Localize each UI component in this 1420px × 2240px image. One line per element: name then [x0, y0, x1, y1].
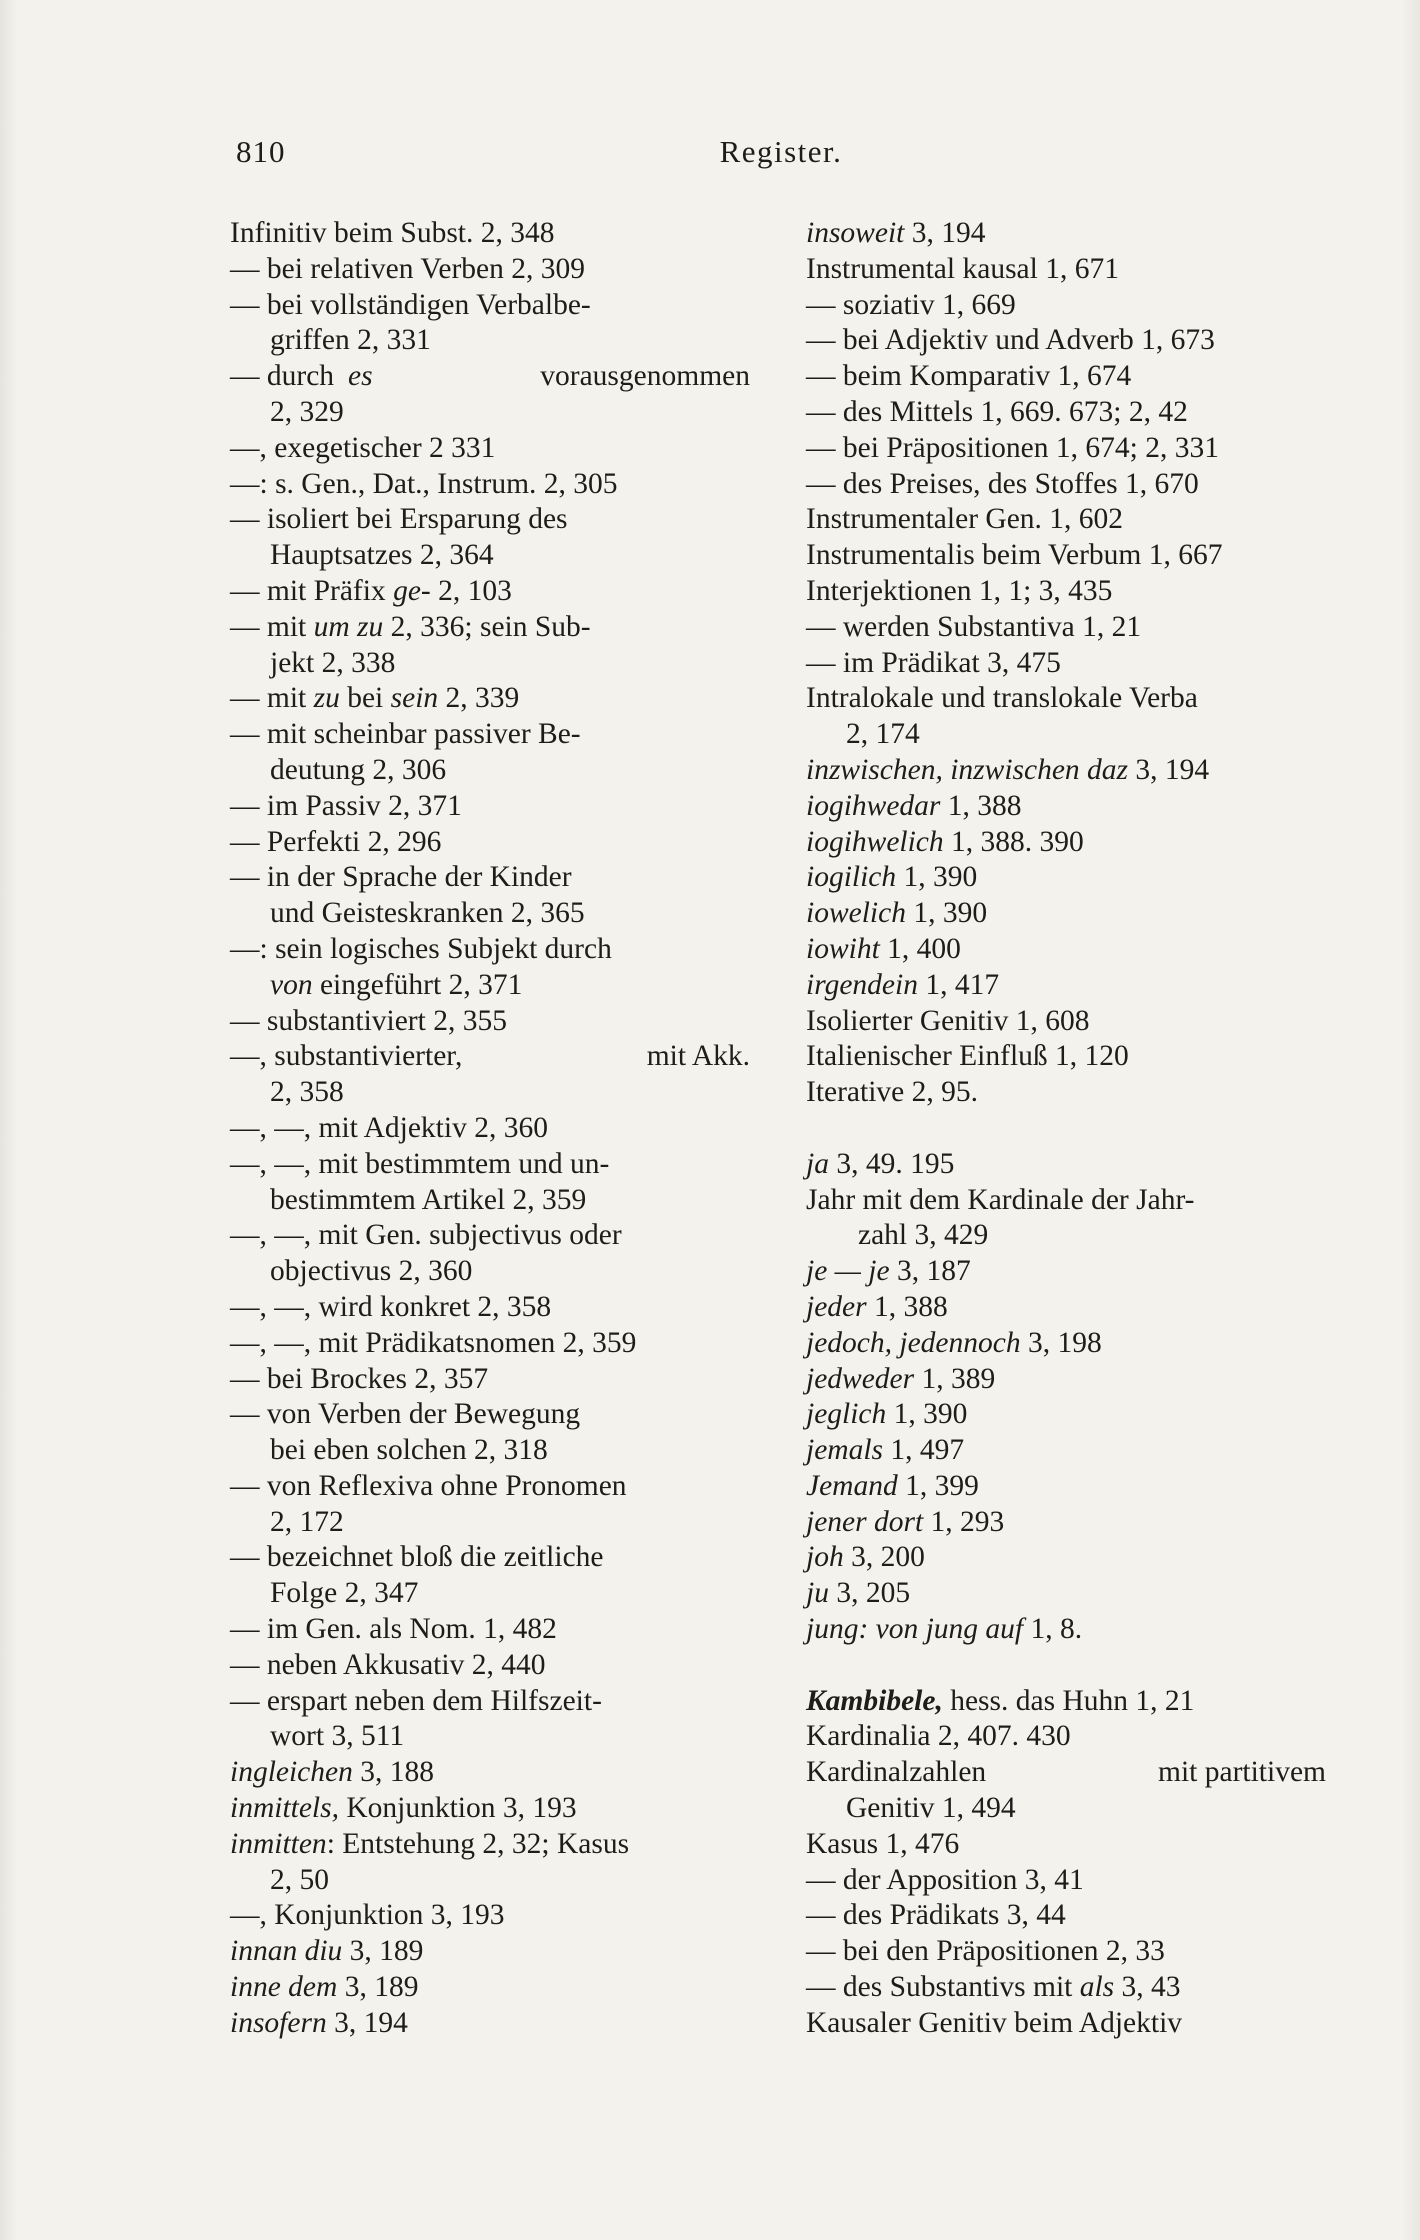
index-entry [230, 1898, 750, 1934]
entry-text: 3, 189 [344, 1971, 419, 2004]
entry-text: — Perfekti 2, 296 [230, 825, 442, 858]
entry-keyword: jedweder [806, 1362, 915, 1395]
index-entry [230, 1397, 750, 1433]
index-entry [806, 574, 1326, 610]
index-entry [230, 1934, 750, 1970]
index-entry [806, 1039, 1326, 1075]
entry-text: —, —, mit Gen. subjectivus oder [230, 1219, 622, 1252]
entry-text: Kasus 1, 476 [806, 1827, 960, 1860]
entry-text: —, substantivierter, [230, 1040, 463, 1073]
entry-text: Genitiv 1, 494 [846, 1792, 1016, 1825]
entry-text: — bei Brockes 2, 357 [230, 1362, 489, 1395]
index-entry [806, 395, 1326, 431]
entry-text: 3, 188 [360, 1756, 434, 1789]
entry-keyword: iowiht [806, 932, 880, 965]
entry-text: — im Gen. als Nom. 1, 482 [230, 1613, 557, 1646]
index-entry [806, 1326, 1326, 1362]
entry-keyword: iowelich [806, 897, 906, 930]
entry-text: 1, 8. [1030, 1613, 1083, 1646]
index-entry-continuation [806, 1791, 1326, 1827]
entry-keyword: iogihwelich [806, 825, 944, 858]
index-entry-continuation [230, 323, 750, 359]
index-entry [806, 359, 1326, 395]
index-entry [806, 1147, 1326, 1183]
entry-text: — isoliert bei Ersparung des [230, 503, 568, 536]
entry-text: — werden Substantiva 1, 21 [806, 610, 1142, 643]
index-entry [230, 860, 750, 896]
entry-text: 1, 388. 390 [951, 825, 1084, 858]
index-entry-continuation [230, 395, 750, 431]
index-entry [230, 502, 750, 538]
entry-text: wort 3, 511 [270, 1720, 405, 1753]
entry-keyword: iogihwedar [806, 789, 941, 822]
page-edge-shadow-left [0, 0, 18, 2240]
index-entry [230, 574, 750, 610]
entry-text: Folge 2, 347 [270, 1577, 419, 1610]
index-entry [806, 896, 1326, 932]
entry-text: 3, 189 [349, 1935, 424, 1968]
entry-text: zahl 3, 429 [858, 1219, 989, 1252]
entry-text: —: sein logisches Subjekt durch [230, 932, 612, 965]
page-number: 810 [236, 134, 286, 169]
entry-keyword: jeglich [806, 1398, 887, 1431]
entry-text: — des Substantivs mit [806, 1971, 1073, 2004]
entry-text: 1, 417 [925, 968, 1000, 1001]
index-entry [806, 789, 1326, 825]
index-entry [230, 1791, 750, 1827]
entry-text: —, exegetischer 2 331 [230, 431, 496, 464]
entry-keyword: jedoch, jedennoch [806, 1326, 1021, 1359]
entry-text: Kardinalia 2, 407. 430 [806, 1720, 1071, 1753]
entry-text: : Entstehung 2, 32; Kasus [326, 1827, 630, 1860]
entry-text: Konjunktion 3, 193 [346, 1792, 577, 1825]
entry-text: Infinitiv beim Subst. 2, 348 [230, 217, 555, 249]
entry-text: — mit [230, 682, 307, 715]
entry-text: — erspart neben dem Hilfszeit- [230, 1684, 602, 1717]
index-entry [806, 1004, 1326, 1040]
entry-keyword: innan diu [230, 1935, 343, 1968]
index-entry [230, 2006, 750, 2042]
entry-text: Iterative 2, 95. [806, 1076, 979, 1109]
index-entry [806, 1075, 1326, 1111]
page-header [236, 132, 1326, 172]
entry-text: eingeführt 2, 371 [319, 968, 523, 1001]
entry-text: 3, 43 [1121, 1971, 1181, 2004]
entry-text: Instrumental kausal 1, 671 [806, 252, 1119, 285]
entry-text: Instrumentaler Gen. 1, 602 [806, 503, 1124, 536]
index-entry [806, 1505, 1326, 1541]
entry-keyword: jeder [806, 1290, 867, 1323]
entry-text: — mit Präfix [230, 574, 386, 607]
entry-text: 1, 390 [913, 897, 988, 930]
entry-text: — in der Sprache der Kinder [230, 861, 572, 894]
index-entry [806, 1934, 1326, 1970]
index-entry [806, 1898, 1326, 1934]
entry-text: vorausgenommen [540, 360, 750, 393]
entry-text: — substantiviert 2, 355 [230, 1004, 507, 1037]
entry-text: 3, 198 [1028, 1326, 1102, 1359]
entry-text: 3, 187 [896, 1255, 971, 1288]
index-entry [230, 1218, 750, 1254]
section-gap [806, 1648, 1326, 1684]
entry-keyword: es [348, 360, 373, 393]
index-entry [806, 1540, 1326, 1576]
index-entry [230, 681, 750, 717]
index-entry [230, 216, 750, 252]
entry-text: — beim Komparativ 1, 674 [806, 360, 1132, 393]
index-entry [806, 1362, 1326, 1398]
index-entry [806, 323, 1326, 359]
index-entry [230, 932, 750, 968]
entry-text: — bezeichnet bloß die zeitliche [230, 1541, 604, 1574]
entry-text: — bei den Präpositionen 2, 33 [806, 1935, 1165, 1968]
entry-text: 2, 50 [270, 1863, 329, 1896]
index-entry [806, 681, 1326, 717]
index-entry [806, 1970, 1326, 2006]
index-entry [806, 252, 1326, 288]
entry-keyword: sein [390, 682, 439, 715]
index-entry [230, 825, 750, 861]
index-entry [806, 1863, 1326, 1899]
index-entry [230, 1684, 750, 1720]
entry-keyword: insofern [230, 2006, 327, 2039]
entry-text: 2, 174 [846, 718, 920, 751]
entry-text: deutung 2, 306 [270, 753, 447, 786]
entry-text: bei [347, 682, 384, 715]
index-entry [230, 1039, 750, 1075]
index-entry [806, 1469, 1326, 1505]
entry-text: —, —, wird konkret 2, 358 [230, 1290, 552, 1323]
entry-keyword: insoweit [806, 217, 905, 249]
entry-keyword: Jemand [806, 1469, 898, 1502]
index-entry-continuation [806, 1218, 1326, 1254]
entry-text: — von Verben der Bewegung [230, 1398, 581, 1431]
entry-text: — bei Präpositionen 1, 674; 2, 331 [806, 431, 1219, 464]
entry-keyword: jung: von jung auf [806, 1613, 1024, 1646]
entry-text: Italienischer Einfluß 1, 120 [806, 1040, 1129, 1073]
entry-text: Hauptsatzes 2, 364 [270, 539, 494, 572]
entry-keyword: inmitten [230, 1827, 327, 1860]
entry-keyword: joh [806, 1541, 844, 1574]
entry-text: — soziativ 1, 669 [806, 288, 1016, 321]
entry-keyword: iogilich [806, 861, 897, 894]
entry-text: griffen 2, 331 [270, 324, 431, 357]
entry-text: 1, 399 [905, 1469, 979, 1502]
index-entry [806, 1397, 1326, 1433]
entry-text: — neben Akkusativ 2, 440 [230, 1648, 546, 1681]
entry-text: bei eben solchen 2, 318 [270, 1434, 548, 1467]
index-entry [230, 1612, 750, 1648]
index-entry [806, 1183, 1326, 1219]
index-entry-continuation [230, 753, 750, 789]
entry-text: und Geisteskranken 2, 365 [270, 897, 585, 930]
entry-text: Kausaler Genitiv beim Adjektiv [806, 2006, 1183, 2039]
index-entry [806, 825, 1326, 861]
index-entry [806, 1433, 1326, 1469]
index-entry-continuation [230, 646, 750, 682]
entry-text: 1, 497 [890, 1434, 965, 1467]
index-entry [806, 1719, 1326, 1755]
index-entry [230, 1648, 750, 1684]
entry-keyword: als [1079, 1971, 1115, 2004]
index-entry [806, 932, 1326, 968]
entry-text: 3, 194 [911, 217, 986, 249]
entry-text: mit partitivem [1158, 1756, 1326, 1789]
entry-text: Jahr mit dem Kardinale der Jahr- [806, 1183, 1195, 1216]
entry-text: — des Prädikats 3, 44 [806, 1899, 1066, 1932]
entry-text: Interjektionen 1, 1; 3, 435 [806, 574, 1113, 607]
index-entry-continuation [230, 896, 750, 932]
entry-text: 2, 329 [270, 395, 344, 428]
index-column-left [230, 216, 750, 2042]
entry-text: 3, 194 [334, 2006, 408, 2039]
entry-text: mit Akk. [646, 1040, 750, 1073]
entry-text: 2, 103 [438, 574, 512, 607]
entry-text: Kardinalzahlen [806, 1756, 987, 1789]
entry-text: bestimmtem Artikel 2, 359 [270, 1183, 587, 1216]
entry-text: hess. das Huhn 1, 21 [950, 1684, 1195, 1717]
index-entry [230, 1111, 750, 1147]
index-entry [230, 252, 750, 288]
entry-keyword: jener dort [806, 1505, 924, 1538]
entry-text: —, —, mit Adjektiv 2, 360 [230, 1111, 548, 1144]
entry-text: — bei relativen Verben 2, 309 [230, 252, 585, 285]
entry-text: 1, 400 [887, 932, 961, 965]
index-entry [806, 502, 1326, 538]
index-entry [230, 1970, 750, 2006]
page-edge-shadow-right [1402, 0, 1420, 2240]
entry-keyword: von [270, 968, 313, 1001]
entry-text: —, —, mit Prädikatsnomen 2, 359 [230, 1326, 637, 1359]
entry-text: 3, 205 [836, 1577, 911, 1610]
index-entry [230, 1362, 750, 1398]
index-entry-continuation [230, 1505, 750, 1541]
index-entry [806, 431, 1326, 467]
index-entry [230, 1290, 750, 1326]
entry-text: 2, 336; sein Sub- [390, 610, 591, 643]
entry-keyword: ge- [393, 574, 431, 607]
entry-text: 1, 390 [893, 1398, 968, 1431]
entry-keyword: irgendein [806, 968, 918, 1001]
entry-text: 1, 388 [874, 1290, 948, 1323]
entry-keyword: Kambibele, [806, 1684, 943, 1717]
entry-text: 1, 390 [903, 861, 978, 894]
index-entry [806, 753, 1326, 789]
index-entry [806, 968, 1326, 1004]
entry-text: 3, 194 [1135, 753, 1210, 786]
entry-text: 1, 388 [947, 789, 1022, 822]
entry-text: objectivus 2, 360 [270, 1255, 473, 1288]
entry-keyword: ju [806, 1577, 829, 1610]
entry-keyword: ja [806, 1147, 829, 1180]
entry-keyword: inmittels, [230, 1792, 339, 1825]
entry-text: 2, 339 [445, 682, 520, 715]
index-entry [230, 717, 750, 753]
index-entry [230, 1827, 750, 1863]
entry-keyword: inne dem [230, 1971, 338, 2004]
entry-text: — des Mittels 1, 669. 673; 2, 42 [806, 395, 1188, 428]
index-entry-continuation [230, 1719, 750, 1755]
index-entry-continuation [230, 1576, 750, 1612]
index-entry [230, 1326, 750, 1362]
entry-text: —, Konjunktion 3, 193 [230, 1899, 505, 1932]
entry-text: Intralokale und translokale Verba [806, 682, 1198, 715]
entry-keyword: je — je [806, 1255, 890, 1288]
index-entry-continuation [806, 717, 1326, 753]
index-entry [806, 1755, 1326, 1791]
entry-text: 2, 358 [270, 1076, 344, 1109]
index-entry [806, 646, 1326, 682]
index-entry [230, 1147, 750, 1183]
entry-text: —, —, mit bestimmtem und un- [230, 1147, 610, 1180]
index-entry-continuation [230, 1183, 750, 1219]
entry-text: — im Passiv 2, 371 [230, 789, 462, 822]
entry-text: — durch [230, 360, 335, 393]
index-entry [230, 1004, 750, 1040]
index-entry-continuation [230, 968, 750, 1004]
entry-keyword: inzwischen, inzwischen daz [806, 753, 1129, 786]
index-entry [806, 538, 1326, 574]
entry-text: 2, 172 [270, 1505, 344, 1538]
index-entry [806, 1576, 1326, 1612]
index-entry-continuation [230, 1863, 750, 1899]
entry-keyword: jemals [806, 1434, 884, 1467]
entry-keyword: zu [313, 682, 340, 715]
entry-text: — des Preises, des Stoffes 1, 670 [806, 467, 1199, 500]
index-entry [230, 431, 750, 467]
index-entry [806, 1290, 1326, 1326]
entry-text: Isolierter Genitiv 1, 608 [806, 1004, 1090, 1037]
entry-keyword: um zu [313, 610, 384, 643]
index-entry [806, 860, 1326, 896]
entry-keyword: ingleichen [230, 1756, 353, 1789]
index-entry-continuation [230, 1433, 750, 1469]
index-entry [806, 610, 1326, 646]
entry-text: — im Prädikat 3, 475 [806, 646, 1061, 679]
entry-text: — von Reflexiva ohne Pronomen [230, 1469, 627, 1502]
index-entry [806, 467, 1326, 503]
entry-text: jekt 2, 338 [270, 646, 396, 679]
index-entry [230, 359, 750, 395]
index-entry [806, 288, 1326, 324]
index-entry [230, 1469, 750, 1505]
running-title: Register. [719, 134, 843, 169]
section-gap [806, 1111, 1326, 1147]
index-entry [806, 2006, 1326, 2042]
entry-text: — der Apposition 3, 41 [806, 1863, 1084, 1896]
index-column-right [806, 216, 1326, 2042]
index-entry-continuation [230, 1075, 750, 1111]
entry-text: — mit scheinbar passiver Be- [230, 718, 581, 751]
index-entry [230, 467, 750, 503]
index-entry [230, 288, 750, 324]
entry-text: 1, 293 [930, 1505, 1005, 1538]
index-entry [230, 610, 750, 646]
index-entry [806, 1827, 1326, 1863]
index-entry [806, 216, 1326, 252]
index-entry [230, 1755, 750, 1791]
index-entry [806, 1254, 1326, 1290]
entry-text: —: s. Gen., Dat., Instrum. 2, 305 [230, 467, 618, 500]
index-entry [806, 1684, 1326, 1720]
entry-text: 1, 389 [921, 1362, 996, 1395]
entry-text: — bei vollständigen Verbalbe- [230, 288, 591, 321]
entry-text: 3, 200 [851, 1541, 925, 1574]
index-entry-continuation [230, 538, 750, 574]
index-entry [230, 1540, 750, 1576]
index-entry [806, 1612, 1326, 1648]
index-entry [230, 789, 750, 825]
entry-text: Instrumentalis beim Verbum 1, 667 [806, 539, 1223, 572]
index-entry-continuation [230, 1254, 750, 1290]
entry-text: 3, 49. 195 [836, 1147, 955, 1180]
entry-text: — bei Adjektiv und Adverb 1, 673 [806, 324, 1215, 357]
entry-text: — mit [230, 610, 307, 643]
